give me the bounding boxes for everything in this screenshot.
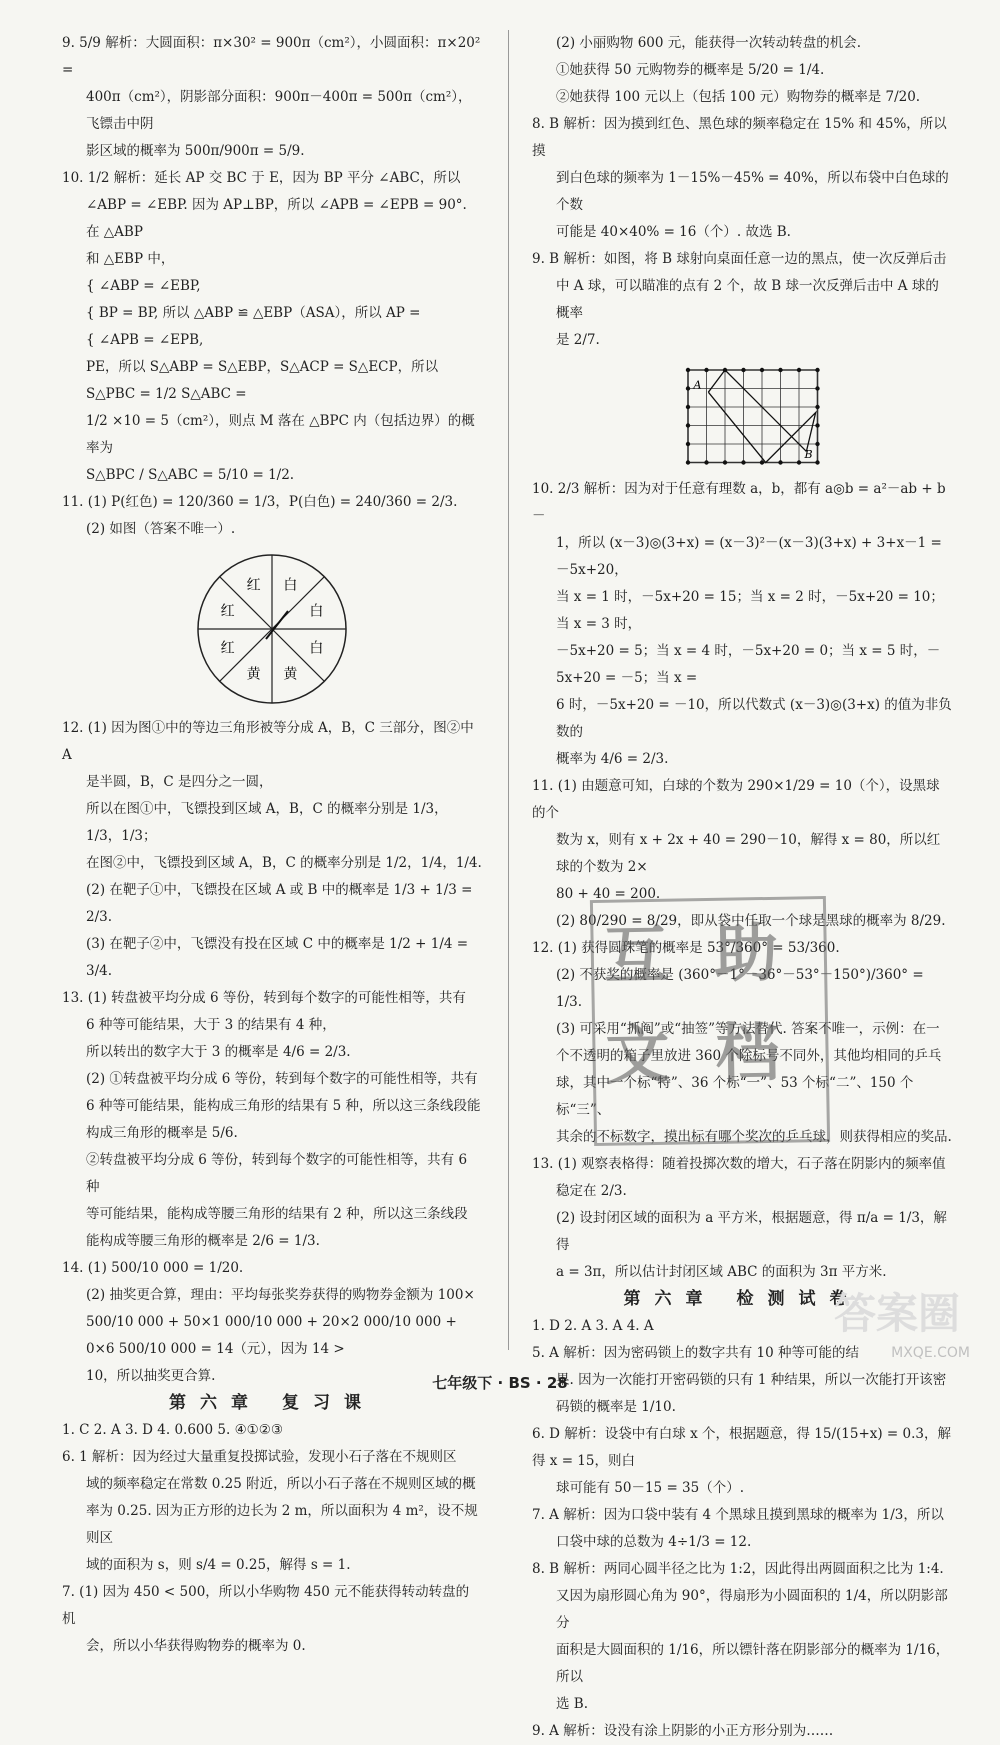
answer-line: ∠ABP = ∠EBP. 因为 AP⊥BP，所以 ∠APB = ∠EPB = 90°. 在 △ABP [86,197,467,240]
answer-line: 率为 0.25. 因为正方形的边长为 2 m，所以面积为 4 m²，设不规则区 [86,1503,478,1546]
answer-line: 概率为 4/6 = 2/3. [556,751,669,767]
stamp-char: 文 [604,1017,671,1094]
border-dot [815,423,819,427]
answer-line: 6 时，－5x+20 = －10，所以代数式 (x－3)◎(3+x) 的值为非负数的 [556,697,952,740]
border-dot [686,460,690,464]
answer-line: 500/10 000 + 50×1 000/10 000 + 20×2 000/10 000 + 0×6 500/10 000 = 14（元），因为 14 > [86,1314,457,1357]
answer-line: 在图②中，飞镖投到区域 A，B，C 的概率分别是 1/2，1/4，1/4. [86,855,482,871]
wheel-label: 黄 [283,666,298,683]
answer-line: 6. D 解析：设袋中有白球 x 个，根据题意，得 15/(15+x) = 0.3，解得 x = 15，则白 [532,1426,952,1469]
answer-line: 稳定在 2/3. [556,1183,627,1199]
stamp-char: 助 [713,915,779,992]
answer-line: 到白色球的频率为 1－15%－45% = 40%，所以布袋中白色球的个数 [556,170,949,213]
border-dot [704,460,708,464]
wheel-label: 红 [246,577,261,594]
border-dot [760,368,764,372]
border-dot [686,386,690,390]
border-dot [797,460,801,464]
answer-line: (2) 在靶子①中，飞镖投在区域 A 或 B 中的概率是 1/3 + 1/3 = 2/3. [86,882,473,925]
answer-line: ②转盘被平均分成 6 等份，转到每个数字的可能性相等，共有 6 种 [86,1152,468,1195]
answer-line: 球，其中一个标“特”、36 个标“一”、53 个标“二”、150 个标“三”、 [556,1075,914,1118]
answer-line: 又因为扇形圆心角为 90°，得扇形为小圆面积的 1/4，所以阴影部分 [556,1588,948,1631]
answer-line: (2) 小丽购物 600 元，能获得一次转动转盘的机会. [556,35,862,51]
answer-line: 10. 1/2 解析：延长 AP 交 BC 于 E，因为 BP 平分 ∠ABC，所以 [62,170,461,186]
border-dot [686,423,690,427]
border-dot [815,368,819,372]
answer-line: 所以在图①中，飞镖投到区域 A，B，C 的概率分别是 1/3，1/3，1/3； [86,801,448,844]
ball-a-label: A [693,378,702,392]
border-dot [686,405,690,409]
border-dot [815,405,819,409]
answer-line: 是半圆，B，C 是四分之一圆， [86,774,273,790]
answer-line: 8. B 解析：因为摸到红色、黑色球的频率稳定在 15% 和 45%，所以摸 [532,116,947,159]
border-dot [815,386,819,390]
answer-line: S△BPC / S△ABC = 5/10 = 1/2. [86,467,295,483]
answer-line: 口袋中球的总数为 4÷1/3 = 12. [556,1534,752,1550]
answer-line: 数为 x，则有 x + 2x + 40 = 290－10，解得 x = 80，所以红球的个数为 2× [556,832,941,875]
answer-line: 和 △EBP 中， [86,251,175,267]
answer-line: 5. A 解析：因为密码锁上的数字共有 10 种等可能的结 [532,1345,859,1361]
answer-line: 11. (1) P(红色) = 120/360 = 1/3，P(白色) = 240/360 = 2/3. [62,494,458,510]
wheel-label: 白 [309,640,324,657]
stamp-char: 互 [603,917,669,994]
stamp-logo [590,896,830,1146]
answer-line: 10. 2/3 解析：因为对于任意有理数 a，b，都有 a◎b = a²－ab + b－ [532,481,946,524]
answer-line: (2) 设封闭区域的面积为 a 平方米，根据题意，得 π/a = 1/3，解得 [556,1210,947,1253]
answer-line: 个不透明的箱子里放进 360 个除标号不同外，其他均相同的乒乓 [556,1048,942,1064]
stamp-char: 档 [714,1015,781,1092]
column-divider [508,30,509,1350]
answer-line: 可能是 40×40% = 16（个）. 故选 B. [556,224,791,240]
border-dot [778,368,782,372]
billiard-grid-figure [682,364,824,466]
answer-line: 果. 因为一次能打开密码锁的只有 1 种结果，所以一次能打开该密 [556,1372,947,1388]
answer-line: (2) 抽奖更合算，理由：平均每张奖券获得的购物券金额为 100× [86,1287,475,1303]
answer-line: 是 2/7. [556,332,600,348]
answer-line: 构成三角形的概率是 5/6. [86,1125,238,1141]
section-heading: 第六章 检测试卷 [623,1289,861,1309]
page-footer: 七年级下 · BS · 28 [432,1374,568,1392]
border-dot [741,368,745,372]
border-dot [686,442,690,446]
answer-line: 8. B 解析：两同心圆半径之比为 1:2，因此得出两圆面积之比为 1:4. [532,1561,944,1577]
border-dot [815,442,819,446]
answer-line: 14. (1) 500/10 000 = 1/20. [62,1260,244,1276]
answer-line: 1. D 2. A 3. A 4. A [532,1318,654,1334]
answer-line: 能构成等腰三角形的概率是 2/6 = 1/3. [86,1233,320,1249]
answer-line: －5x+20 = 5；当 x = 4 时，－5x+20 = 0；当 x = 5 时，－5x+20 = －5；当 x = [556,643,941,686]
answer-line: 影区域的概率为 500π/900π = 5/9. [86,143,305,159]
answer-line: 7. A 解析：因为口袋中装有 4 个黑球且摸到黑球的概率为 1/3，所以 [532,1507,944,1523]
border-dot [778,460,782,464]
answer-line: 12. (1) 获得圆珠笔的概率是 53°/360° = 53/360. [532,940,840,956]
answer-line: 会，所以小华获得购物券的概率为 0. [86,1638,306,1654]
ball-b-label: B [804,447,813,461]
border-dot [797,368,801,372]
answer-line: 80 + 40 = 200. [556,886,661,902]
wheel-label: 红 [220,640,235,657]
answer-line: 1. C 2. A 3. D 4. 0.600 5. ④①②③ [62,1422,283,1438]
answer-line: 6. 1 解析：因为经过大量重复投掷试验，发现小石子落在不规则区 [62,1449,457,1465]
answer-line: 1/2 ×10 = 5（cm²），则点 M 落在 △BPC 内（包括边界）的概率为 [86,413,475,456]
wheel-label: 红 [220,603,235,620]
answer-line: 6 种等可能结果，能构成三角形的结果有 5 种，所以这三条线段能 [86,1098,481,1114]
border-dot [723,460,727,464]
answer-line: { BP = BP, 所以 △ABP ≌ △EBP（ASA），所以 AP = [86,305,421,321]
border-dot [686,368,690,372]
left-column [62,30,482,1660]
answer-line: 9. B 解析：如图，将 B 球射向桌面任意一边的黑点，使一次反弹后击 [532,251,947,267]
answer-line: 中 A 球，可以瞄准的点有 2 个，故 B 球一次反弹后击中 A 球的概率 [556,278,939,321]
border-dot [815,460,819,464]
answer-line: 面积是大圆面积的 1/16，所以镖针落在阴影部分的概率为 1/16，所以 [556,1642,950,1685]
answer-line: 球可能有 50－15 = 35（个）. [556,1480,745,1496]
answer-line: (3) 在靶子②中，飞镖没有投在区域 C 中的概率是 1/2 + 1/4 = 3/4. [86,936,469,979]
wheel-label: 黄 [246,666,261,683]
answer-line: 400π（cm²），阴影部分面积：900π－400π = 500π（cm²），飞镖击中阴 [86,89,472,132]
answer-line: (2) 如图（答案不唯一）. [86,521,236,537]
answer-line: { ∠APB = ∠EPB, [86,332,204,348]
right-column [532,30,952,1745]
wheel-label: 白 [283,577,298,594]
answer-line: 10，所以抽奖更合算. [86,1368,216,1384]
answer-line: 9. 5/9 解析：大圆面积：π×30² = 900π（cm²），小圆面积：π×20² = [62,35,481,78]
answer-line: 当 x = 1 时，－5x+20 = 15；当 x = 2 时，－5x+20 = 10；当 x = 3 时， [556,589,944,632]
answer-line: 等可能结果，能构成等腰三角形的结果有 2 种，所以这三条线段 [86,1206,468,1222]
answer-line: (3) 可采用“抓阄”或“抽签”等方法替代. 答案不唯一，示例：在一 [556,1021,940,1037]
answer-line: 1，所以 (x－3)◎(3+x) = (x－3)²－(x－3)(3+x) + 3+x－1 = －5x+20， [556,535,942,578]
answer-line: a = 3π，所以估计封闭区域 ABC 的面积为 3π 平方米. [556,1264,887,1280]
answer-line: { ∠ABP = ∠EBP, [86,278,201,294]
answer-line: 7. (1) 因为 450 < 500，所以小华购物 450 元不能获得转动转盘的机 [62,1584,470,1627]
answer-line: PE，所以 S△ABP = S△EBP，S△ACP = S△ECP，所以 S△PBC = 1/2 S△ABC = [86,359,439,402]
answer-line: (2) 80/290 = 8/29，即从袋中任取一个球是黑球的概率为 8/29. [556,913,946,929]
answer-line: (2) 不获奖的概率是 (360°－1°－36°－53°－150°)/360° = 1/3. [556,967,924,1010]
answer-line: 码锁的概率是 1/10. [556,1399,676,1415]
section-heading: 第六章 复习课 [169,1393,375,1413]
answer-line: 域的面积为 s，则 s/4 = 0.25，解得 s = 1. [86,1557,351,1573]
answer-line: 9. A 解析：设没有涂上阴影的小正方形分别为…… [532,1723,834,1739]
answer-line: (2) ①转盘被平均分成 6 等份，转到每个数字的可能性相等，共有 [86,1071,478,1087]
answer-line: ①她获得 50 元购物券的概率是 5/20 = 1/4. [556,62,825,78]
answer-line: 6 种等可能结果，大于 3 的结果有 4 种， [86,1017,336,1033]
answer-line: 选 B. [556,1696,589,1712]
watermark-url: MXQE.COM [891,1345,970,1361]
answer-line: ②她获得 100 元以上（包括 100 元）购物券的概率是 7/20. [556,89,921,105]
answer-line: 12. (1) 因为图①中的等边三角形被等分成 A，B，C 三部分，图②中 A [62,720,474,763]
answer-line: 其余的不标数字，摸出标有哪个奖次的乒乓球，则获得相应的奖品. [556,1129,952,1145]
answer-line: 13. (1) 观察表格得：随着投掷次数的增大，石子落在阴影内的频率值 [532,1156,946,1172]
answer-line: 所以转出的数字大于 3 的概率是 4/6 = 2/3. [86,1044,351,1060]
border-dot [741,460,745,464]
border-dot [760,460,764,464]
answer-line: 13. (1) 转盘被平均分成 6 等份，转到每个数字的可能性相等，共有 [62,990,466,1006]
border-dot [704,368,708,372]
wheel-label: 白 [309,603,324,620]
answer-line: 11. (1) 由题意可知，白球的个数为 290×1/29 = 10（个），设黑球的个 [532,778,940,821]
spinner-wheel-figure [192,549,352,709]
answer-line: 域的频率稳定在常数 0.25 附近，所以小石子落在不规则区域的概 [86,1476,476,1492]
watermark-logo: 答案圈 [833,1289,960,1338]
